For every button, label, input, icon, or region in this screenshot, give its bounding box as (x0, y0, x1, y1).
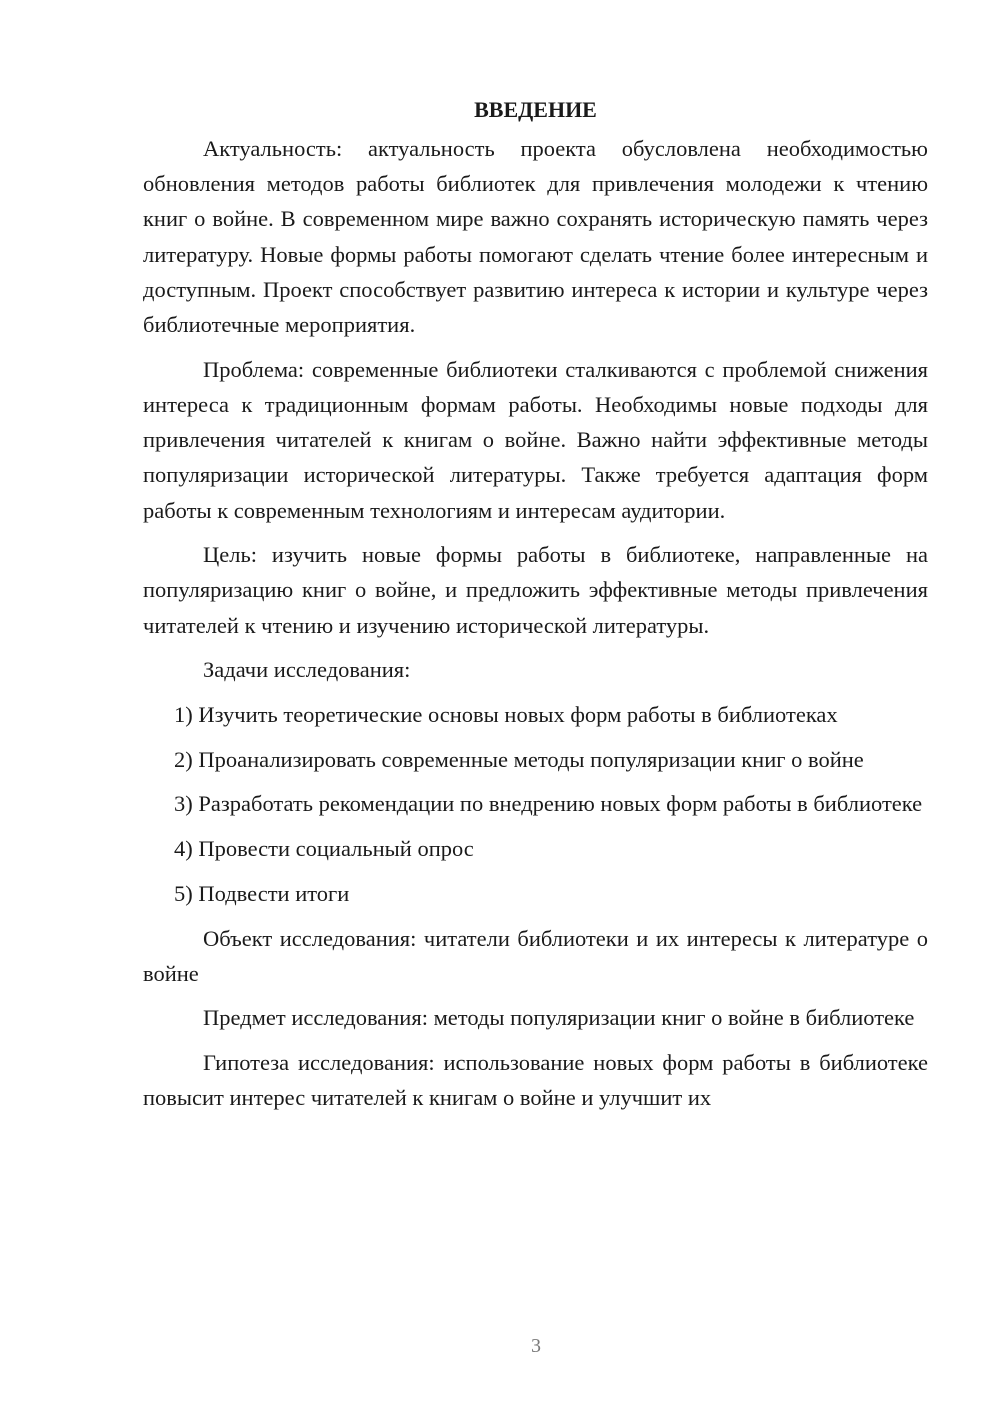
page-number: 3 (531, 1335, 541, 1357)
task-item-4: 4) Провести социальный опрос (174, 836, 474, 862)
tasks-heading: Задачи исследования: (203, 657, 411, 683)
object-paragraph: Объект исследования: читатели библиотеки и их интересы к литературе о войне (143, 925, 928, 986)
page-title: ВВЕДЕНИЕ (474, 97, 597, 122)
relevance-paragraph: Актуальность: актуальность проекта обусловлена необходимостью обновления методов работы библиотек для привлечения молодежи к чтению книг о войне. В современном мире важно сохранять историческую память через литературу. Новые формы работы помогают сделать чтение более интересным и доступным. Проект способствует развитию интереса к истории и культуре через библиотечные мероприятия. (143, 136, 928, 338)
hypothesis-paragraph: Гипотеза исследования: использование новых форм работы в библиотеке повысит интерес читателей к книгам о войне и улучшит их (143, 1050, 928, 1111)
subject-paragraph: Предмет исследования: методы популяризации книг о войне в библиотеке (203, 1005, 915, 1031)
task-item-1: 1) Изучить теоретические основы новых форм работы в библиотеках (174, 702, 838, 728)
document-page (143, 92, 928, 1125)
problem-paragraph: Проблема: современные библиотеки сталкиваются с проблемой снижения интереса к традиционным формам работы. Необходимы новые подходы для привлечения читателей к книгам о войне. Важно найти эффективные методы популяризации исторической литературы. Также требуется адаптация форм работы к современным технологиям и интересам аудитории. (143, 356, 928, 523)
task-item-5: 5) Подвести итоги (174, 880, 350, 906)
task-item-3: 3) Разработать рекомендации по внедрению новых форм работы в библиотеке (174, 791, 923, 817)
task-item-2: 2) Проанализировать современные методы популяризации книг о войне (174, 746, 864, 772)
goal-paragraph: Цель: изучить новые формы работы в библиотеке, направленные на популяризацию книг о войне, и предложить эффективные методы привлечения читателей к чтению и изучению исторической литературы. (143, 542, 928, 638)
